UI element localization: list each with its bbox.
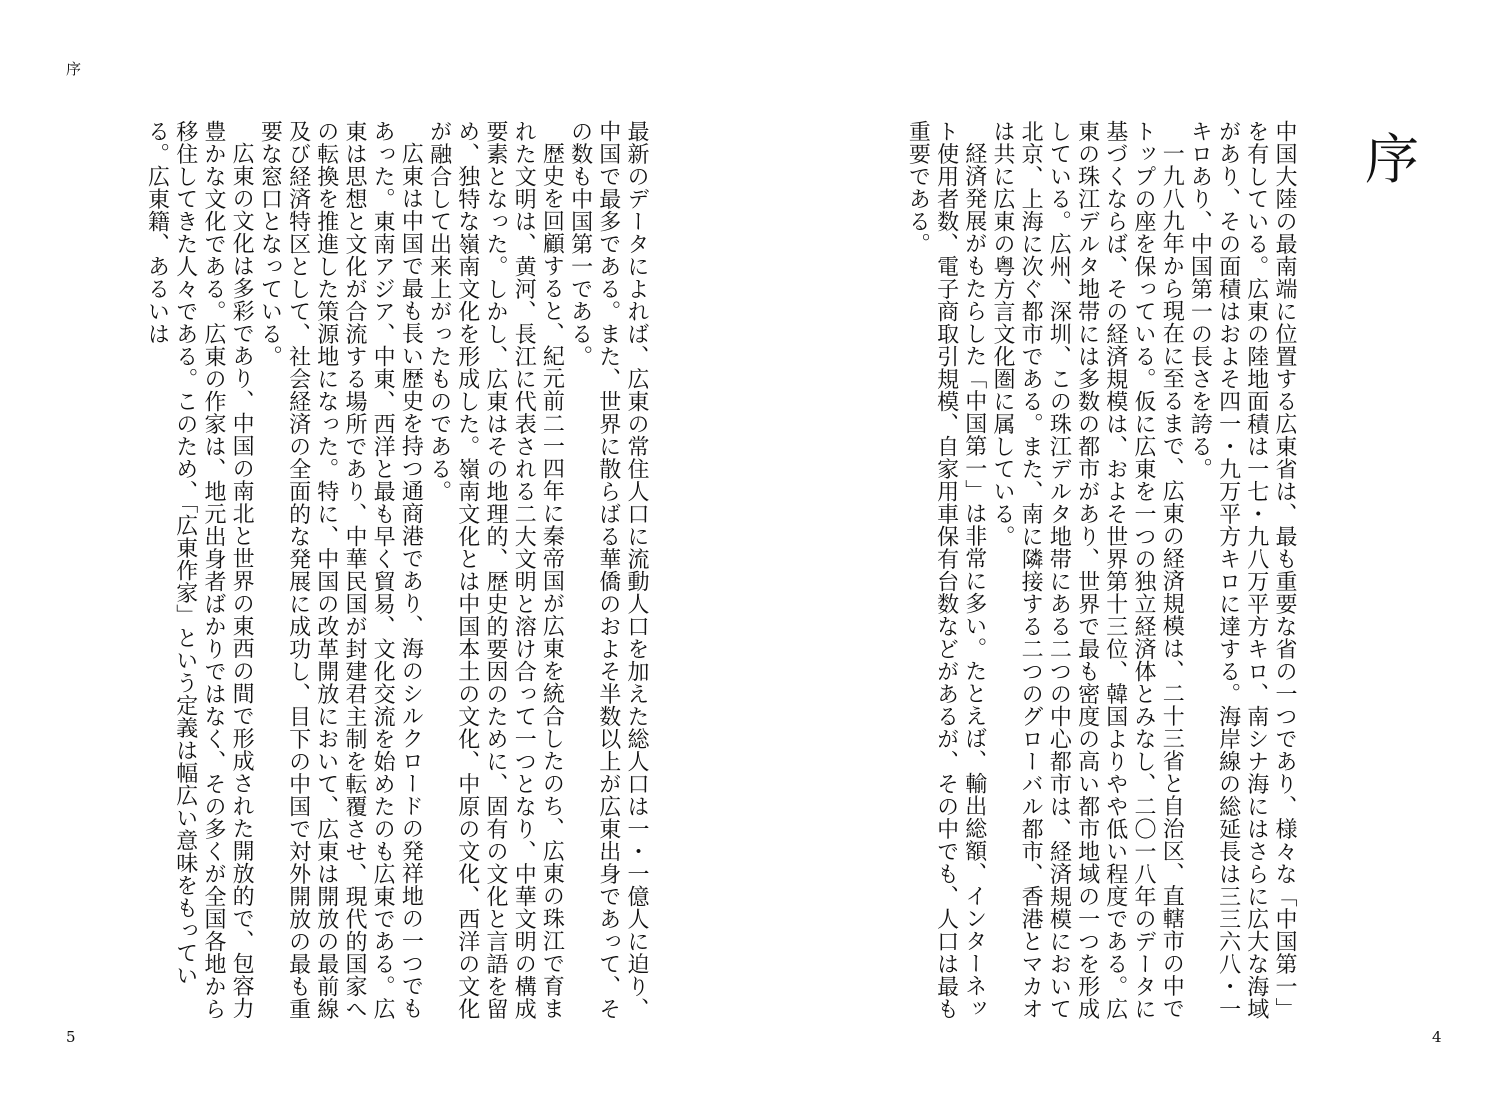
running-head: 序 <box>66 60 82 78</box>
left-page-text <box>90 120 650 1020</box>
paragraph: 広東の文化は多彩であり、中国の南北と世界の東西の間で形成された開放的で、包容力豊かな文化である。広東の作家は、地元出身者ばかりではなく、その多くが全国各地から移住してきた人々である。このため、「広東作家」という定義は幅広い意味をもっている。広東籍、あるいは <box>144 120 255 1020</box>
page-number-right: 4 <box>1432 1028 1442 1046</box>
paragraph: 中国大陸の最南端に位置する広東省は、最も重要な省の一つであり、様々な「中国第一」を有している。広東の陸地面積は一七・九八万平方キロ、南シナ海にはさらに広大な海域があり、その面積はおよそ四一・九万平方キロに達する。海岸線の総延長は三三六八・一キロあり、中国第一の長さを誇る。 <box>1187 120 1297 1020</box>
paragraph: 歴史を回顧すると、紀元前二一四年に秦帝国が広東を統合したのち、広東の珠江で育まれた文明は、黄河、長江に代表される二大文明と溶け合って一つとなり、中華文明の構成要素となった。しかし、広東はその地理的、歴史的要因のために、固有の文化と言語を留め、独特な嶺南文化を形成した。嶺南文化とは中国本土の文化、中原の文化、西洋の文化が融合して出来上がったものである。 <box>426 120 565 1020</box>
paragraph: 経済発展がもたらした「中国第一」は非常に多い。たとえば、輸出総額、インターネット使用者数、電子商取引規模、自家用車保有台数などがあるが、その中でも、人口は最も重要である。 <box>905 120 987 1020</box>
chapter-title: 序 <box>1365 128 1419 191</box>
paragraph: 一九八九年から現在に至るまで、広東の経済規模は、二十三省と自治区、直轄市の中でトップの座を保っている。仮に広東を一つの独立経済体とみなし、二〇一八年のデータに基づくならば、その経済規模は、およそ世界第十三位、韓国よりやや低い程度である。広東の珠江デルタ地帯には多数の都市があり、世界で最も密度の高い都市地域の一つを形成している。広州、深圳、この珠江デルタ地帯にある二つの中心都市は、経済規模において北京、上海に次ぐ都市である。また、南に隣接する二つのグローバル都市、香港とマカオは共に広東の粤方言文化圏に属している。 <box>989 120 1185 1020</box>
paragraph: 最新のデータによれば、広東の常住人口に流動人口を加えた総人口は一・一億人に迫り、中国で最多である。また、世界に散らばる華僑のおよそ半数以上が広東出身であって、その数も中国第一である。 <box>567 120 649 1020</box>
paragraph: 広東は中国で最も長い歴史を持つ通商港であり、海のシルクロードの発祥地の一つでもあった。東南アジア、中東、西洋と最も早く貿易、文化交流を始めたのも広東である。広東は思想と文化が合流する場所であり、中華民国が封建君主制を転覆させ、現代的国家への転換を推進した策源地になった。特に、中国の改革開放において、広東は開放の最前線及び経済特区として、社会経済の全面的な発展に成功し、目下の中国で対外開放の最も重要な窓口となっている。 <box>257 120 424 1020</box>
page-number-left: 5 <box>66 1028 76 1046</box>
right-page-text <box>858 120 1298 1020</box>
